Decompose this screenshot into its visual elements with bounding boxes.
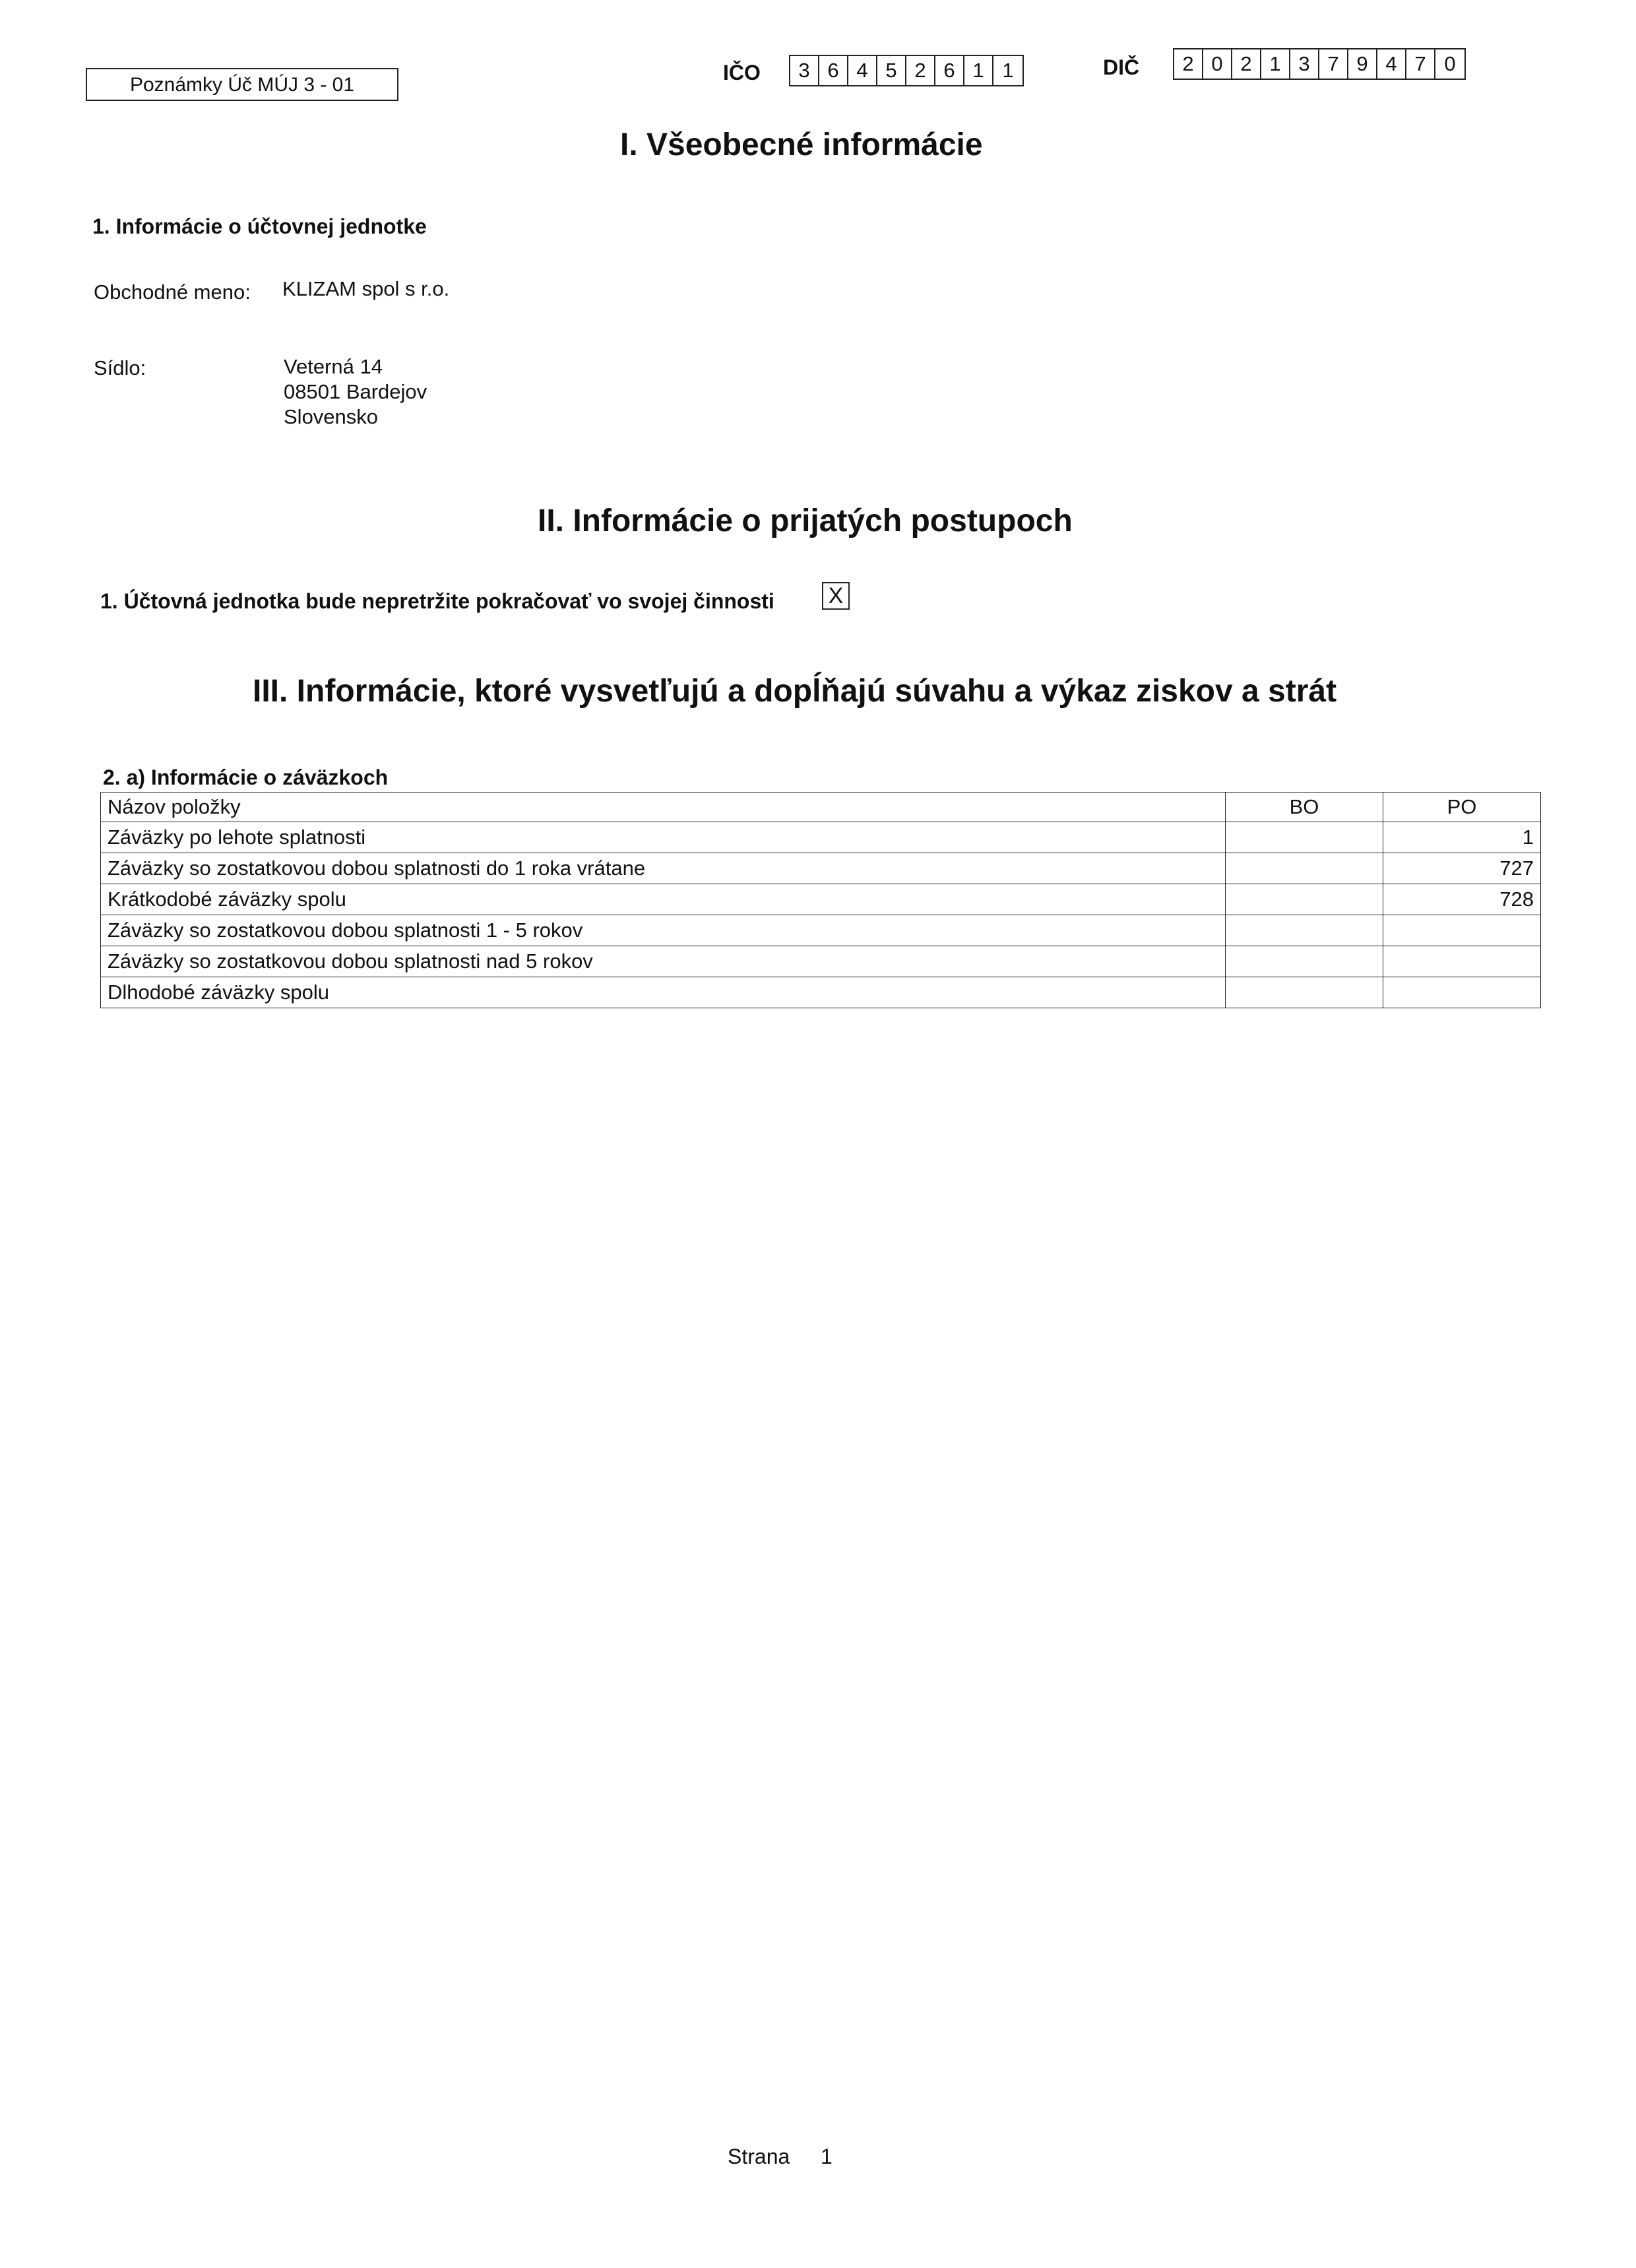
row-label: Dlhodobé záväzky spolu xyxy=(101,977,1226,1008)
ico-digit: 6 xyxy=(819,56,848,85)
dic-digit: 0 xyxy=(1444,52,1456,75)
row-label: Záväzky so zostatkovou dobou splatnosti nad 5 rokov xyxy=(101,946,1226,977)
section1-subtitle: 1. Informácie o účtovnej jednotke xyxy=(92,214,427,238)
dic-digit: 1 xyxy=(1261,49,1290,79)
column-header-bo: BO xyxy=(1226,793,1383,822)
table-header-row xyxy=(101,793,1541,822)
page-label: Strana xyxy=(728,2145,790,2168)
row-bo xyxy=(1226,946,1383,977)
dic-digit: 0 xyxy=(1203,49,1232,79)
ico-digit: 6 xyxy=(935,56,964,85)
table-row xyxy=(101,822,1541,853)
ico-digits xyxy=(789,55,1024,86)
dic-digit: 9 xyxy=(1348,49,1377,79)
column-header-po: PO xyxy=(1383,793,1541,822)
row-bo xyxy=(1226,884,1383,915)
row-po: 1 xyxy=(1383,822,1541,853)
ico-digit: 1 xyxy=(1002,59,1014,82)
seat-label: Sídlo: xyxy=(94,356,146,379)
liabilities-table xyxy=(100,792,1541,1008)
form-label: Poznámky Úč MÚJ 3 - 01 xyxy=(86,68,398,101)
ico-digit: 5 xyxy=(877,56,906,85)
dic-digits xyxy=(1173,48,1466,80)
table-row xyxy=(101,946,1541,977)
dic-digit: 2 xyxy=(1174,49,1203,79)
ico-digit: 3 xyxy=(790,56,819,85)
dic-digit: 3 xyxy=(1290,49,1319,79)
table-row xyxy=(101,884,1541,915)
row-po xyxy=(1383,915,1541,946)
ico-digit: 4 xyxy=(848,56,877,85)
dic-label: DIČ xyxy=(1103,55,1140,79)
address-line: Slovensko xyxy=(284,405,379,428)
seat-address xyxy=(284,354,427,430)
row-po xyxy=(1383,977,1541,1008)
row-bo xyxy=(1226,853,1383,884)
column-header-item: Názov položky xyxy=(101,793,1226,822)
ico-digit: 1 xyxy=(964,56,993,85)
continuity-statement: 1. Účtovná jednotka bude nepretržite pokračovať vo svojej činnosti xyxy=(100,589,774,613)
dic-digit: 4 xyxy=(1377,49,1406,79)
company-name-label: Obchodné meno: xyxy=(94,280,251,304)
section2-title: II. Informácie o prijatých postupoch xyxy=(538,503,1073,538)
row-label: Záväzky po lehote splatnosti xyxy=(101,822,1226,853)
ico-digit: 2 xyxy=(906,56,935,85)
dic-digit: 7 xyxy=(1406,49,1435,79)
row-bo xyxy=(1226,977,1383,1008)
row-po xyxy=(1383,946,1541,977)
section1-title: I. Všeobecné informácie xyxy=(620,127,983,162)
section3-subtitle: 2. a) Informácie o záväzkoch xyxy=(103,765,389,789)
table-row xyxy=(101,915,1541,946)
row-po: 727 xyxy=(1383,853,1541,884)
page-number: 1 xyxy=(821,2145,833,2168)
row-bo xyxy=(1226,915,1383,946)
company-name-value: KLIZAM spol s r.o. xyxy=(282,277,450,300)
address-line: 08501 Bardejov xyxy=(284,380,427,403)
dic-digit: 2 xyxy=(1232,49,1261,79)
row-po: 728 xyxy=(1383,884,1541,915)
section3-title: III. Informácie, ktoré vysvetľujú a dopĺňajú súvahu a výkaz ziskov a strát xyxy=(253,674,1337,709)
continuity-checkbox: X xyxy=(822,582,850,610)
address-line: Veterná 14 xyxy=(284,355,383,378)
table-row xyxy=(101,977,1541,1008)
table-row xyxy=(101,853,1541,884)
row-label: Záväzky so zostatkovou dobou splatnosti 1 - 5 rokov xyxy=(101,915,1226,946)
dic-digit: 7 xyxy=(1319,49,1348,79)
row-label: Záväzky so zostatkovou dobou splatnosti do 1 roka vrátane xyxy=(101,853,1226,884)
ico-label: IČO xyxy=(723,61,761,84)
row-bo xyxy=(1226,822,1383,853)
row-label: Krátkodobé záväzky spolu xyxy=(101,884,1226,915)
